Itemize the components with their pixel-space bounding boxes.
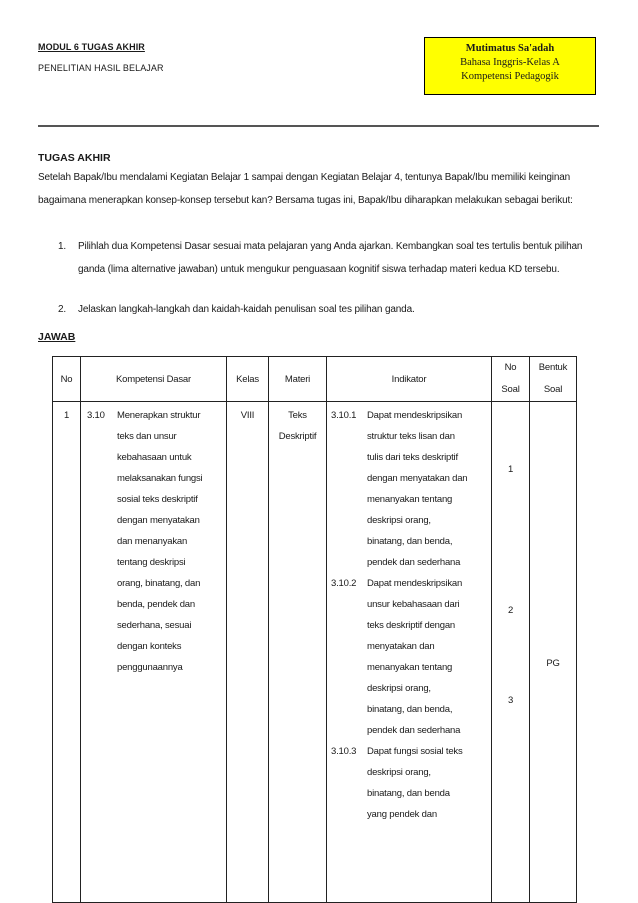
indikator-code: 3.10.2 (331, 578, 357, 589)
indikator-line (331, 405, 491, 426)
author-box (424, 37, 596, 95)
indikator-line (331, 573, 491, 594)
indikator-line (331, 657, 491, 678)
cell-materi (269, 402, 327, 903)
col-header-bentuk-line1: Bentuk (538, 362, 568, 373)
indikator-line (331, 510, 491, 531)
indikator-code: 3.10.3 (331, 746, 357, 757)
task-item-text: Pilihlah dua Kompetensi Dasar sesuai mata pelajaran yang Anda ajarkan. Kembangkan soal tes tertulis bentuk pilihan ganda (lima alternative jawaban) untuk mengukur penguasaan kognitif siswa terhadap materi kedua KD tersebu. (78, 241, 583, 275)
indikator-text: tulis dari teks deskriptif (367, 452, 458, 463)
kelas-value: VIII (240, 410, 255, 421)
kd-line: sosial teks deskriptif (117, 494, 198, 505)
task-item-text: Jelaskan langkah-langkah dan kaidah-kaidah penulisan soal tes pilihan ganda. (78, 304, 415, 315)
cell-no-soal (492, 402, 530, 903)
kd-line: kebahasaan untuk (117, 452, 192, 463)
kd-line: dan menanyakan (117, 536, 188, 547)
answer-table (52, 356, 577, 903)
indikator-text: binatang, dan benda, (367, 704, 453, 715)
indikator-line (331, 720, 491, 741)
indikator-text: unsur kebahasaan dari (367, 599, 460, 610)
author-name: Mutimatus Sa'adah (465, 43, 555, 54)
cell-no (53, 402, 81, 903)
indikator-text: Dapat mendeskripsikan (367, 578, 463, 589)
col-header-bentuk-soal (530, 357, 577, 402)
kd-line: penggunaannya (117, 662, 183, 673)
indikator-text: deskripsi orang, (367, 767, 431, 778)
indikator-text: deskripsi orang, (367, 683, 431, 694)
col-header-no: No (53, 357, 81, 402)
task-item (58, 298, 603, 321)
author-competency: Kompetensi Pedagogik (461, 71, 559, 82)
row-number: 1 (63, 410, 70, 421)
indikator-text: binatang, dan benda (367, 788, 450, 799)
no-soal-1: 1 (507, 464, 514, 475)
task-intro: Setelah Bapak/Ibu mendalami Kegiatan Belajar 1 sampai dengan Kegiatan Belajar 4, tentunya Bapak/Ibu memiliki keinginan bagaimana menerapkan konsep-konsep tersebut kan? Bersama tugas ini, Bapak/Ibu diharapkan melakukan sebagai berikut: (38, 172, 573, 206)
col-header-materi: Materi (269, 357, 327, 402)
indikator-line (331, 615, 491, 636)
materi-line: Deskriptif (278, 431, 317, 442)
header-divider (38, 125, 599, 127)
task-title: TUGAS AKHIR (38, 152, 111, 164)
indikator-line (331, 468, 491, 489)
indikator-text: teks deskriptif dengan (367, 620, 456, 631)
indikator-text: deskripsi orang, (367, 515, 431, 526)
indikator-line (331, 447, 491, 468)
kd-line: sederhana, sesuai (117, 620, 192, 631)
col-header-bentuk-line2: Soal (543, 384, 563, 395)
indikator-code: 3.10.1 (331, 410, 357, 421)
indikator-line (331, 678, 491, 699)
indikator-list (327, 402, 491, 825)
kd-line: tentang deskripsi (117, 557, 186, 568)
kd-line: teks dan unsur (117, 431, 177, 442)
indikator-text: menanyakan tentang (367, 494, 453, 505)
cell-kelas (227, 402, 269, 903)
no-soal-3: 3 (507, 695, 514, 706)
module-title: MODUL 6 TUGAS AKHIR (38, 42, 145, 52)
indikator-line (331, 426, 491, 447)
indikator-text: pendek dan sederhana (367, 557, 461, 568)
indikator-line (331, 783, 491, 804)
cell-bentuk-soal (530, 402, 577, 903)
indikator-line (331, 762, 491, 783)
cell-kd (81, 402, 227, 903)
col-header-no-soal-line2: Soal (501, 384, 520, 395)
cell-indikator (327, 402, 492, 903)
kd-line: Menerapkan struktur (117, 410, 201, 421)
kd-line: orang, binatang, dan (117, 578, 201, 589)
indikator-line (331, 741, 491, 762)
indikator-line (331, 804, 491, 825)
materi-value (269, 402, 326, 447)
indikator-text: yang pendek dan (367, 809, 437, 820)
task-item-number: 1. (58, 241, 67, 252)
kd-line: benda, pendek dan (117, 599, 195, 610)
table-header-row (53, 357, 577, 402)
col-header-no-soal (492, 357, 530, 402)
indikator-line (331, 636, 491, 657)
indikator-text: dengan menyatakan dan (367, 473, 468, 484)
indikator-text: menyatakan dan (367, 641, 435, 652)
indikator-line (331, 552, 491, 573)
indikator-text: menanyakan tentang (367, 662, 453, 673)
module-subtitle: PENELITIAN HASIL BELAJAR (38, 63, 164, 73)
indikator-line (331, 699, 491, 720)
indikator-line (331, 531, 491, 552)
table-row (53, 402, 577, 903)
indikator-text: pendek dan sederhana (367, 725, 461, 736)
kd-line: melaksanakan fungsi (117, 473, 203, 484)
task-item (58, 235, 603, 304)
answer-title: JAWAB (38, 331, 76, 343)
indikator-text: Dapat mendeskripsikan (367, 410, 463, 421)
kd-line: dengan menyatakan (117, 515, 200, 526)
indikator-line (331, 594, 491, 615)
col-header-no-soal-line1: No (504, 362, 517, 373)
author-class: Bahasa Inggris-Kelas A (460, 57, 560, 68)
materi-line: Teks (288, 410, 307, 421)
no-soal-2: 2 (507, 605, 514, 616)
kd-line: dengan konteks (117, 641, 182, 652)
col-header-kd: Kompetensi Dasar (81, 357, 227, 402)
col-header-kelas: Kelas (227, 357, 269, 402)
kd-code: 3.10 (87, 410, 105, 421)
col-header-indikator: Indikator (327, 357, 492, 402)
bentuk-soal-value: PG (546, 658, 560, 669)
indikator-text: binatang, dan benda, (367, 536, 453, 547)
indikator-text: Dapat fungsi sosial teks (367, 746, 463, 757)
task-item-number: 2. (58, 304, 67, 315)
kd-description (117, 405, 226, 678)
indikator-text: struktur teks lisan dan (367, 431, 455, 442)
indikator-line (331, 489, 491, 510)
